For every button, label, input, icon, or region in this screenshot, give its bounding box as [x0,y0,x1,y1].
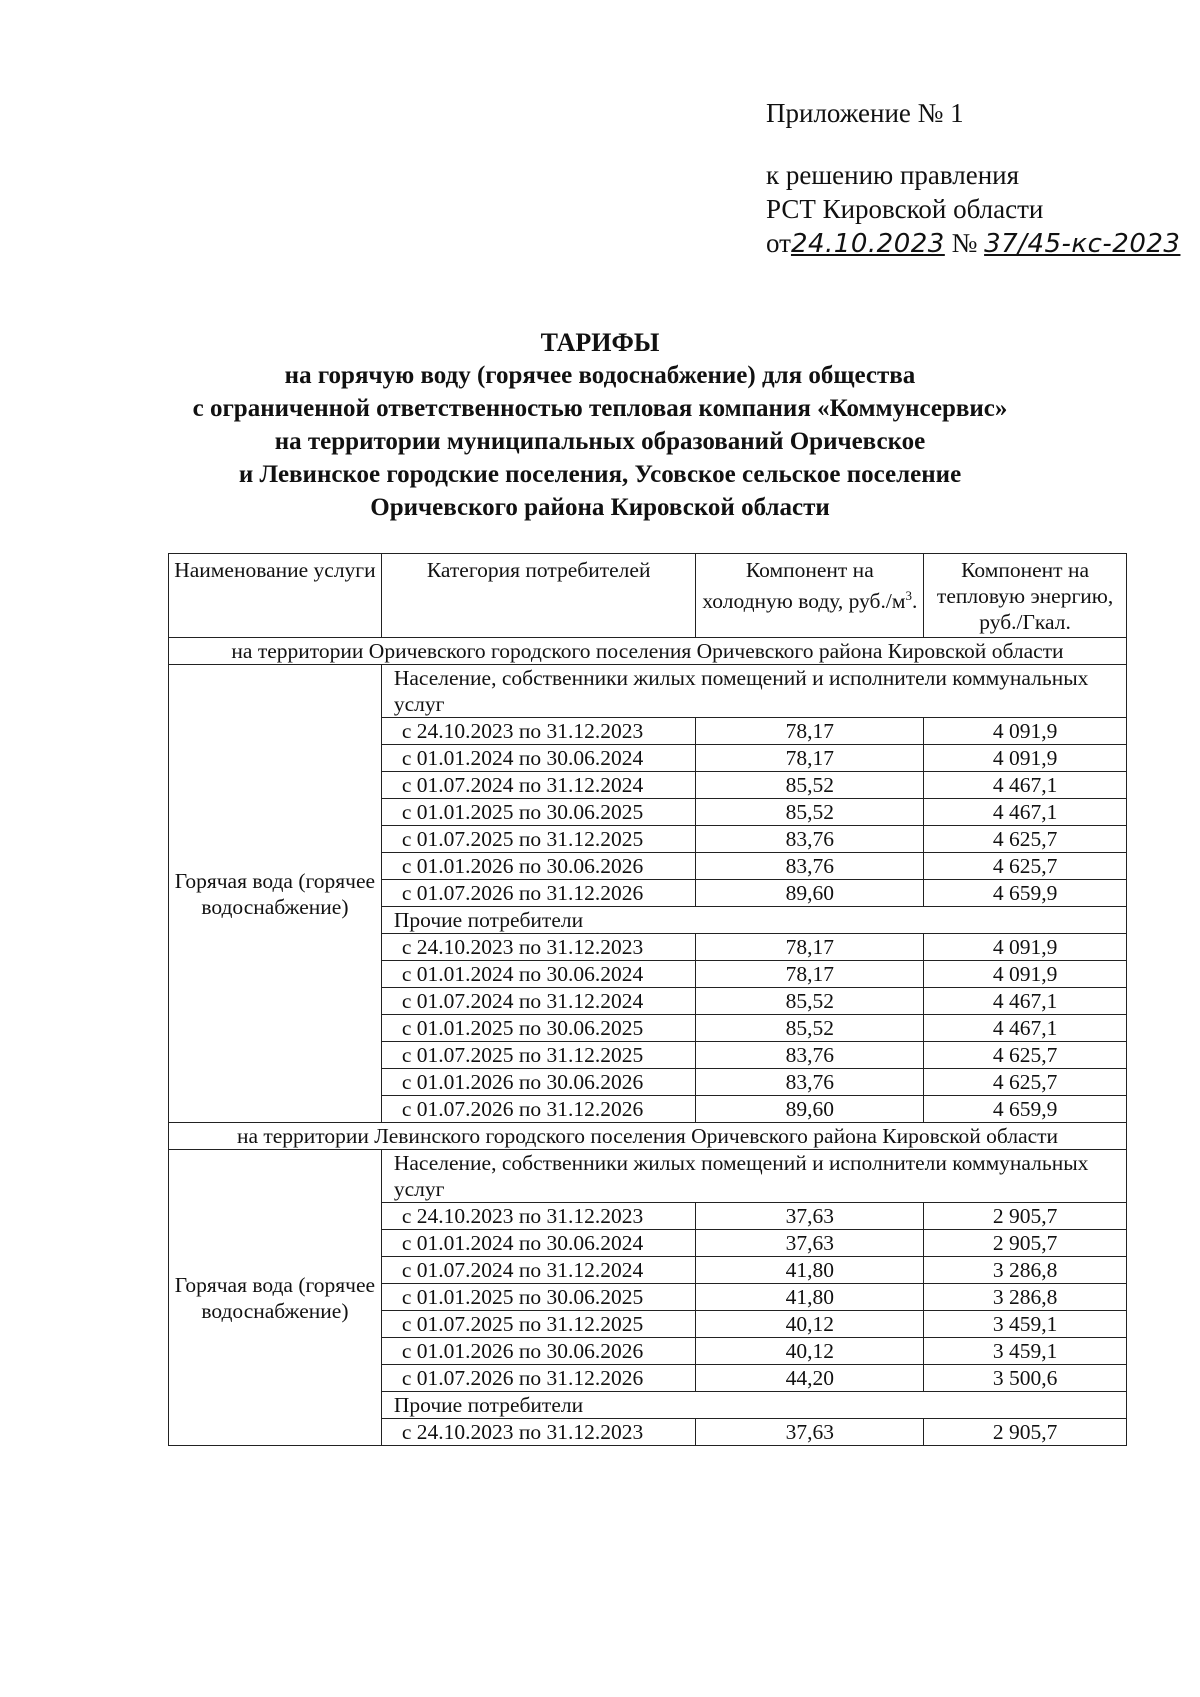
heat-energy-cell: 4 467,1 [924,799,1127,826]
appendix-date-line [766,226,1180,261]
period-cell: с 01.01.2026 по 30.06.2026 [381,1069,696,1096]
appendix-decision: к решению правления [766,160,1020,190]
section-row [169,1123,1127,1150]
header-service: Наименование услуги [169,554,382,638]
header-heat: Компонент на тепловую энергию, руб./Гкал. [924,554,1127,638]
cold-water-cell: 85,52 [696,799,924,826]
period-cell: с 01.07.2025 по 31.12.2025 [381,826,696,853]
heat-energy-cell: 3 500,6 [924,1365,1127,1392]
tariff-table [168,553,1127,1446]
heat-energy-cell: 4 659,9 [924,1096,1127,1123]
title-line-3: на территории муниципальных образований Оричевское [274,428,926,455]
heat-energy-cell: 3 286,8 [924,1284,1127,1311]
consumer-category: Население, собственники жилых помещений и исполнители коммунальных услуг [381,665,1126,718]
heat-energy-cell: 2 905,7 [924,1230,1127,1257]
title-line-5: Оричевского района Кировской области [370,494,830,521]
handwritten-date: 24.10.2023 [790,229,945,259]
heat-energy-cell: 4 467,1 [924,772,1127,799]
title-line-1: на горячую воду (горячее водоснабжение) для общества [284,362,916,389]
cold-water-cell: 85,52 [696,772,924,799]
heat-energy-cell: 2 905,7 [924,1203,1127,1230]
handwritten-number: 37/45-кс-2023 [984,229,1181,259]
cold-water-cell: 37,63 [696,1203,924,1230]
period-cell: с 01.07.2024 по 31.12.2024 [381,772,696,799]
consumer-category: Население, собственники жилых помещений и исполнители коммунальных услуг [381,1150,1126,1203]
category-row [169,665,1127,718]
title-line-4: и Левинское городские поселения, Усовское сельское поселение [238,461,962,488]
cold-water-cell: 37,63 [696,1230,924,1257]
title-main: ТАРИФЫ [540,328,660,357]
cold-water-cell: 83,76 [696,1042,924,1069]
heat-energy-cell: 4 091,9 [924,934,1127,961]
service-name: Горячая вода (горячее водоснабжение) [169,665,382,1123]
consumer-category: Прочие потребители [381,1392,1126,1419]
heat-energy-cell: 4 625,7 [924,853,1127,880]
heat-energy-cell: 4 467,1 [924,1015,1127,1042]
document-title [0,326,1200,524]
cold-water-cell: 78,17 [696,934,924,961]
cold-water-cell: 83,76 [696,853,924,880]
cold-water-cell: 37,63 [696,1419,924,1446]
heat-energy-cell: 4 467,1 [924,988,1127,1015]
cold-water-cell: 89,60 [696,1096,924,1123]
heat-energy-cell: 4 091,9 [924,961,1127,988]
appendix-authority: РСТ Кировской области [766,194,1044,224]
header-category: Категория потребителей [381,554,696,638]
cold-water-cell: 78,17 [696,718,924,745]
cold-water-cell: 40,12 [696,1311,924,1338]
cold-water-cell: 89,60 [696,880,924,907]
heat-energy-cell: 4 625,7 [924,1042,1127,1069]
section-row [169,638,1127,665]
number-prefix: № [951,228,978,258]
section-title: на территории Оричевского городского поселения Оричевского района Кировской области [169,638,1127,665]
heat-energy-cell: 4 091,9 [924,745,1127,772]
period-cell: с 01.01.2025 по 30.06.2025 [381,1015,696,1042]
cold-water-cell: 40,12 [696,1338,924,1365]
service-name: Горячая вода (горячее водоснабжение) [169,1150,382,1446]
title-line-2: с ограниченной ответственностью тепловая компания «Коммунсервис» [192,395,1008,422]
cold-water-cell: 78,17 [696,745,924,772]
cold-water-cell: 85,52 [696,1015,924,1042]
appendix-number: Приложение № 1 [766,98,964,128]
period-cell: с 24.10.2023 по 31.12.2023 [381,1419,696,1446]
heat-energy-cell: 3 459,1 [924,1311,1127,1338]
cold-water-cell: 78,17 [696,961,924,988]
period-cell: с 01.07.2024 по 31.12.2024 [381,988,696,1015]
heat-energy-cell: 4 625,7 [924,1069,1127,1096]
period-cell: с 24.10.2023 по 31.12.2023 [381,1203,696,1230]
consumer-category: Прочие потребители [381,907,1126,934]
cold-water-cell: 83,76 [696,1069,924,1096]
period-cell: с 01.07.2025 по 31.12.2025 [381,1042,696,1069]
period-cell: с 01.01.2026 по 30.06.2026 [381,1338,696,1365]
heat-energy-cell: 4 625,7 [924,826,1127,853]
heat-energy-cell: 3 286,8 [924,1257,1127,1284]
cold-water-cell: 83,76 [696,826,924,853]
cold-water-cell: 85,52 [696,988,924,1015]
heat-energy-cell: 4 091,9 [924,718,1127,745]
section-title: на территории Левинского городского поселения Оричевского района Кировской области [169,1123,1127,1150]
cold-water-cell: 41,80 [696,1284,924,1311]
period-cell: с 24.10.2023 по 31.12.2023 [381,718,696,745]
appendix-header [766,96,1180,261]
heat-energy-cell: 2 905,7 [924,1419,1127,1446]
period-cell: с 01.01.2025 по 30.06.2025 [381,1284,696,1311]
period-cell: с 01.01.2024 по 30.06.2024 [381,745,696,772]
period-cell: с 01.07.2026 по 31.12.2026 [381,1365,696,1392]
date-prefix: от [766,228,791,258]
period-cell: с 01.01.2024 по 30.06.2024 [381,1230,696,1257]
period-cell: с 01.01.2025 по 30.06.2025 [381,799,696,826]
heat-energy-cell: 3 459,1 [924,1338,1127,1365]
category-row [169,1150,1127,1203]
header-cold-water: Компонент на холодную воду, $руб./м^3$. [696,554,924,638]
period-cell: с 01.07.2024 по 31.12.2024 [381,1257,696,1284]
period-cell: с 01.07.2026 по 31.12.2026 [381,1096,696,1123]
period-cell: с 01.07.2026 по 31.12.2026 [381,880,696,907]
period-cell: с 01.07.2025 по 31.12.2025 [381,1311,696,1338]
table-header-row [169,554,1127,638]
cold-water-cell: 44,20 [696,1365,924,1392]
cold-water-cell: 41,80 [696,1257,924,1284]
period-cell: с 24.10.2023 по 31.12.2023 [381,934,696,961]
period-cell: с 01.01.2026 по 30.06.2026 [381,853,696,880]
heat-energy-cell: 4 659,9 [924,880,1127,907]
period-cell: с 01.01.2024 по 30.06.2024 [381,961,696,988]
